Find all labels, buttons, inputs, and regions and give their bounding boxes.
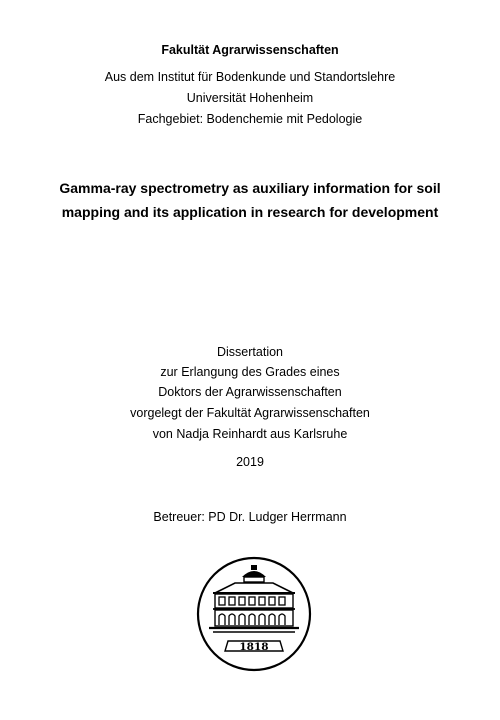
submitted-to: vorgelegt der Fakultät Agrarwissenschaften: [130, 406, 370, 420]
thesis-title-line-1: Gamma-ray spectrometry as auxiliary information for soil: [59, 180, 441, 196]
university-name: Universität Hohenheim: [186, 91, 314, 105]
submission-year: 2019: [236, 455, 264, 469]
department-name: Fachgebiet: Bodenchemie mit Pedologie: [137, 112, 363, 126]
faculty-name: Fakultät Agrarwissenschaften: [161, 43, 339, 57]
institute-name: Aus dem Institut für Bodenkunde und Standortslehre: [104, 70, 396, 84]
degree-name: Doktors der Agrarwissenschaften: [158, 385, 342, 399]
thesis-title-line-2: mapping and its application in research for development: [61, 204, 439, 220]
seal-year: 1818: [239, 641, 269, 653]
university-seal-icon: [195, 555, 313, 673]
author-line: von Nadja Reinhardt aus Karlsruhe: [152, 427, 348, 441]
dissertation-heading: Dissertation: [217, 345, 283, 359]
degree-line: zur Erlangung des Grades eines: [160, 365, 340, 379]
advisor-line: Betreuer: PD Dr. Ludger Herrmann: [153, 510, 347, 524]
